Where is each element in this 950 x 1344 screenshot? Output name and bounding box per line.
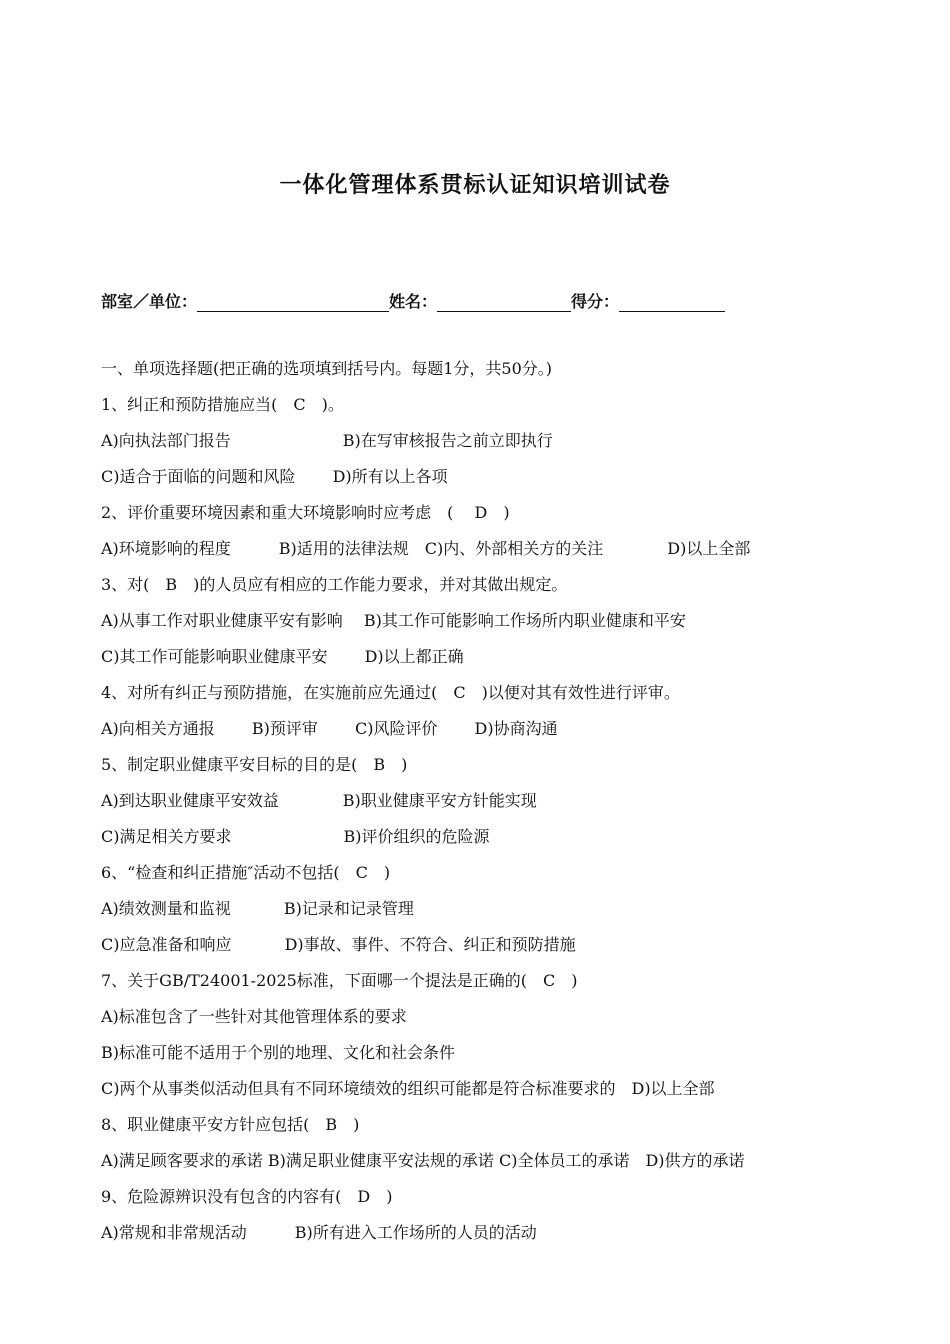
option-line: B)标准可能不适用于个别的地理、文化和社会条件 bbox=[101, 1043, 456, 1062]
option-line: A)标准包含了一些针对其他管理体系的要求 bbox=[101, 1007, 407, 1026]
option-line: A)环境影响的程度 B)适用的法律法规 C)内、外部相关方的关注 D)以上全部 bbox=[101, 539, 751, 558]
option-line: A)从事工作对职业健康平安有影响 B)其工作可能影响工作场所内职业健康和平安 bbox=[101, 611, 686, 630]
option-line: A)向执法部门报告 B)在写审核报告之前立即执行 bbox=[101, 431, 553, 450]
question-line: 5、制定职业健康平安目标的目的是( B ) bbox=[101, 755, 408, 774]
question-line: 7、关于GB/T24001-2025标准，下面哪一个提法是正确的( C ) bbox=[101, 971, 578, 990]
question-line: 9、危险源辨识没有包含的内容有( D ) bbox=[101, 1187, 393, 1206]
option-line: A)满足顾客要求的承诺 B)满足职业健康平安法规的承诺 C)全体员工的承诺 D)供方的承诺 bbox=[101, 1151, 745, 1170]
info-line bbox=[101, 286, 725, 312]
question-line: 8、职业健康平安方针应包括( B ) bbox=[101, 1115, 360, 1134]
dept-blank bbox=[197, 291, 389, 312]
question-line: 2、评价重要环境因素和重大环境影响时应考虑 ( D ) bbox=[101, 503, 510, 522]
name-blank bbox=[437, 291, 571, 312]
option-line: C)应急准备和响应 D)事故、事件、不符合、纠正和预防措施 bbox=[101, 935, 576, 954]
section-heading: 一、单项选择题(把正确的选项填到括号内。每题1分，共50分。) bbox=[101, 359, 553, 378]
question-line: 6、“检查和纠正措施″活动不包括( C ) bbox=[101, 863, 391, 882]
question-line: 1、纠正和预防措施应当( C )。 bbox=[101, 395, 344, 414]
option-line: A)到达职业健康平安效益 B)职业健康平安方针能实现 bbox=[101, 791, 537, 810]
option-line: C)适合于面临的问题和风险 D)所有以上各项 bbox=[101, 467, 448, 486]
page-title: 一体化管理体系贯标认证知识培训试卷 bbox=[279, 173, 671, 198]
option-line: C)两个从事类似活动但具有不同环境绩效的组织可能都是符合标准要求的 D)以上全部 bbox=[101, 1079, 715, 1098]
option-line: A)绩效测量和监视 B)记录和记录管理 bbox=[101, 899, 414, 918]
option-line: A)向相关方通报 B)预评审 C)风险评价 D)协商沟通 bbox=[101, 719, 558, 738]
question-line: 4、对所有纠正与预防措施，在实施前应先通过( C )以便对其有效性进行评审。 bbox=[101, 683, 680, 702]
score-blank bbox=[619, 291, 725, 312]
question-line: 3、对( B )的人员应有相应的工作能力要求，并对其做出规定。 bbox=[101, 575, 568, 594]
score-label: 得分： bbox=[571, 292, 620, 311]
option-line: C)满足相关方要求 B)评价组织的危险源 bbox=[101, 827, 490, 846]
option-line: C)其工作可能影响职业健康平安 D)以上都正确 bbox=[101, 647, 464, 666]
name-label: 姓名： bbox=[389, 292, 438, 311]
option-line: A)常规和非常规活动 B)所有进入工作场所的人员的活动 bbox=[101, 1223, 537, 1242]
dept-label: 部室／单位： bbox=[101, 292, 198, 311]
